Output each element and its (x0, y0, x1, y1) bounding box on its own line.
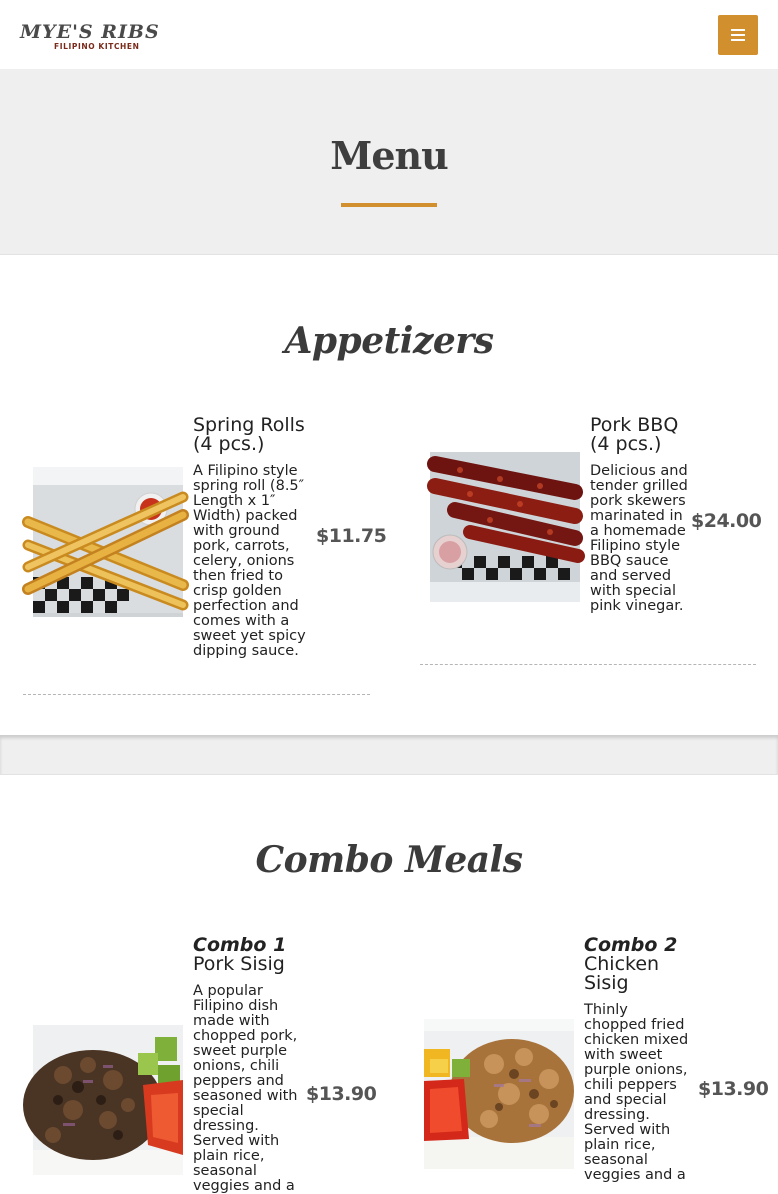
item-name: Combo 2 Chicken Sisig (584, 936, 694, 993)
site-header (0, 0, 778, 70)
logo-main-text: MYE'S RIBS (20, 21, 160, 43)
item-description: A Filipino style spring roll (8.5″ Length x 1″ Width) packed with ground pork, carrots, celery, onions then fried to crisp golden perfection and comes with a sweet yet spicy dipping sauce. (193, 463, 306, 659)
page-title: Menu (330, 133, 448, 178)
item-divider (420, 664, 756, 665)
item-description: Delicious and tender grilled pork skewers marinated in a homemade Filipino style BBQ sauce and served with special pink vinegar. (590, 463, 688, 614)
site-logo[interactable] (20, 22, 172, 52)
menu-item-combo-1 (0, 775, 389, 1194)
item-name: Pork BBQ (4 pcs.) (590, 414, 679, 455)
spring-rolls-photo (33, 467, 183, 617)
appetizers-section (0, 255, 778, 735)
item-price: $13.90 (306, 1083, 377, 1105)
page-title-band (0, 70, 778, 255)
item-name: Spring Rolls (4 pcs.) (193, 414, 305, 455)
title-underline (341, 203, 437, 207)
pork-bbq-photo (430, 452, 580, 602)
item-price: $11.75 (316, 525, 387, 547)
menu-item-combo-2 (389, 775, 778, 1183)
menu-item-spring-rolls (0, 255, 389, 735)
logo-sub-text: FILIPINO KITCHEN (54, 42, 140, 51)
chicken-sisig-photo (424, 1019, 574, 1169)
pork-sisig-photo (33, 1025, 183, 1175)
combo-label: Combo 2 (584, 934, 678, 956)
item-description: Thinly chopped fried chicken mixed with sweet purple onions, chili peppers and special dressing. Served with plain rice, seasonal veggies and a (584, 1002, 689, 1183)
item-description: A popular Filipino dish made with chopped pork, sweet purple onions, chili peppers and seasoned with special dressing. Served with plain rice, seasonal veggies and a (193, 983, 298, 1194)
combo-label: Combo 1 (193, 934, 287, 956)
combo-meals-section (0, 775, 778, 1194)
item-price: $24.00 (691, 510, 762, 532)
item-name: Combo 1 Pork Sisig (193, 936, 313, 974)
menu-toggle-button[interactable] (718, 15, 758, 55)
appetizers-heading: Appetizers (284, 320, 494, 362)
item-divider (23, 694, 370, 695)
item-price: $13.90 (698, 1078, 769, 1100)
menu-item-pork-bbq (389, 255, 778, 735)
section-divider-band (0, 735, 778, 775)
combo-meals-heading: Combo Meals (255, 839, 523, 881)
